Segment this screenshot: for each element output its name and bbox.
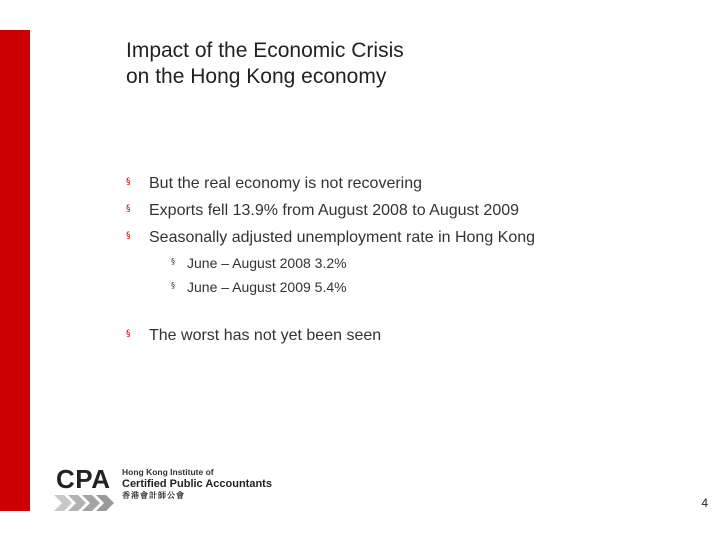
bullet-marker-icon: § [126, 231, 131, 241]
page-number: 4 [701, 496, 708, 510]
title-line-2: on the Hong Kong economy [126, 65, 387, 88]
sub-bullet-text: June – August 2009 5.4% [187, 279, 347, 295]
bullet-text: But the real economy is not recovering [149, 175, 423, 192]
sub-bullet-marker-icon: § [171, 257, 175, 266]
bullet-item [126, 197, 686, 224]
bullet-text: Seasonally adjusted unemployment rate in Hong Kong [149, 229, 536, 246]
logo-chinese-line: 香港會計師公會 [122, 491, 185, 500]
logo-text-block [122, 467, 272, 501]
bullet-text: Exports fell 13.9% from August 2008 to August 2009 [149, 202, 520, 219]
bullet-item [126, 322, 686, 349]
bullet-item [126, 170, 686, 197]
sub-bullet-marker-icon: § [171, 281, 175, 290]
bullet-marker-icon: § [126, 329, 131, 339]
slide-title [126, 38, 646, 90]
bullet-list [126, 170, 686, 349]
title-line-1: Impact of the Economic Crisis [126, 39, 404, 62]
sub-bullet-item [126, 251, 686, 275]
sub-bullet-item [126, 275, 686, 299]
logo-acronym: CPA [56, 464, 111, 494]
organization-logo [52, 462, 292, 512]
logo-institute-line: Hong Kong Institute of [122, 467, 214, 477]
bullet-marker-icon: § [126, 204, 131, 214]
accent-bar [0, 30, 30, 511]
spacer [126, 299, 686, 322]
logo-chevron-icon [54, 495, 116, 511]
bullet-text: The worst has not yet been seen [149, 327, 382, 344]
bullet-marker-icon: § [126, 177, 131, 187]
sub-bullet-text: June – August 2008 3.2% [187, 255, 347, 271]
bullet-item [126, 224, 686, 251]
logo-name-line: Certified Public Accountants [122, 478, 272, 490]
